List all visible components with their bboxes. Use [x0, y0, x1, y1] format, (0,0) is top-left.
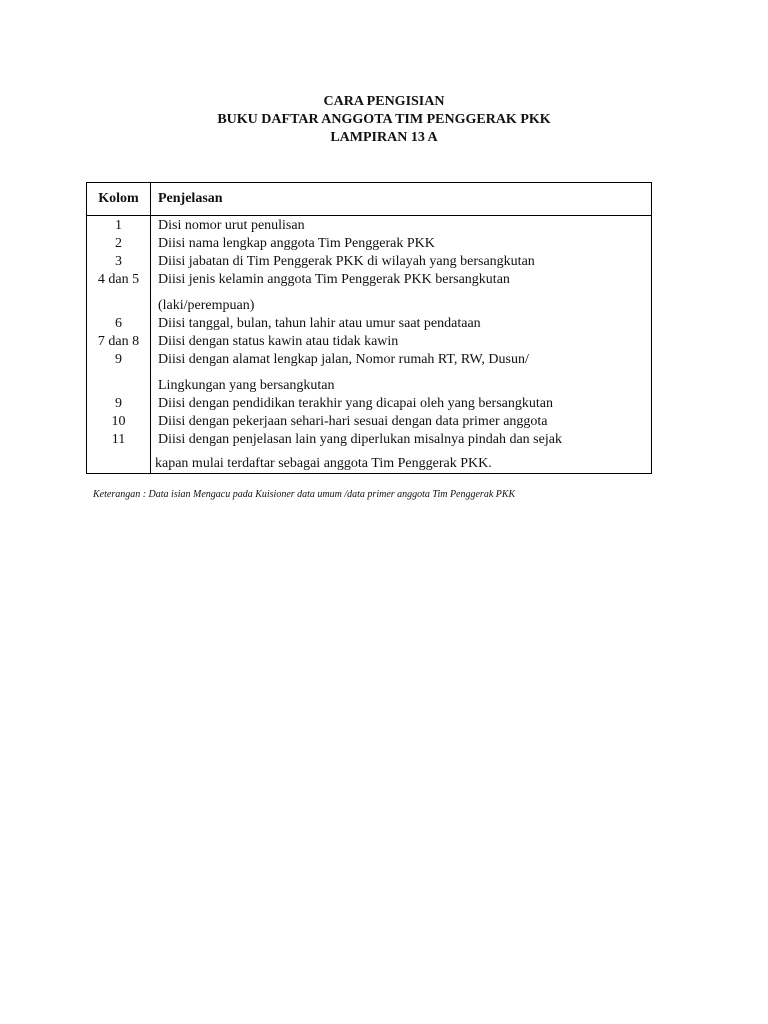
footnote: Keterangan : Data isian Mengacu pada Kuisioner data umum /data primer anggota Tim Penggerak PKK	[93, 489, 516, 500]
row-kolom: 2	[115, 236, 122, 251]
row-penjelasan: Diisi dengan pendidikan terakhir yang dicapai oleh yang bersangkutan	[158, 396, 553, 411]
row-penjelasan: Diisi dengan status kawin atau tidak kawin	[158, 334, 399, 349]
row-penjelasan: Diisi jenis kelamin anggota Tim Penggerak PKK bersangkutan	[158, 272, 510, 287]
instructions-table	[86, 182, 652, 474]
row-kolom: 10	[111, 414, 126, 429]
row-penjelasan: Diisi nama lengkap anggota Tim Penggerak PKK	[158, 236, 435, 251]
row-kolom: 9	[115, 352, 122, 367]
row-kolom: 7 dan 8	[97, 334, 140, 349]
row-penjelasan: Disi nomor urut penulisan	[158, 218, 305, 233]
column-divider	[150, 183, 151, 473]
row-penjelasan: kapan mulai terdaftar sebagai anggota Tim Penggerak PKK.	[155, 456, 492, 471]
row-kolom: 4 dan 5	[97, 272, 140, 287]
title-line-2: BUKU DAFTAR ANGGOTA TIM PENGGERAK PKK	[217, 112, 551, 127]
row-penjelasan: (laki/perempuan)	[158, 298, 255, 313]
row-penjelasan: Diisi dengan alamat lengkap jalan, Nomor rumah RT, RW, Dusun/	[158, 352, 529, 367]
row-kolom: 3	[115, 254, 122, 269]
header-kolom: Kolom	[98, 191, 139, 206]
row-penjelasan: Diisi dengan penjelasan lain yang diperlukan misalnya pindah dan sejak	[158, 432, 562, 447]
row-penjelasan: Diisi tanggal, bulan, tahun lahir atau umur saat pendataan	[158, 316, 481, 331]
row-kolom: 9	[115, 396, 122, 411]
row-penjelasan: Lingkungan yang bersangkutan	[158, 378, 335, 393]
row-penjelasan: Diisi dengan pekerjaan sehari-hari sesuai dengan data primer anggota	[158, 414, 548, 429]
row-kolom: 11	[111, 432, 126, 447]
header-penjelasan: Penjelasan	[158, 191, 223, 206]
title-line-3: LAMPIRAN 13 A	[330, 130, 438, 145]
header-divider	[87, 215, 651, 216]
row-penjelasan: Diisi jabatan di Tim Penggerak PKK di wilayah yang bersangkutan	[158, 254, 535, 269]
row-kolom: 6	[115, 316, 122, 331]
document-title	[0, 93, 768, 147]
title-line-1: CARA PENGISIAN	[323, 94, 445, 109]
row-kolom: 1	[115, 218, 122, 233]
